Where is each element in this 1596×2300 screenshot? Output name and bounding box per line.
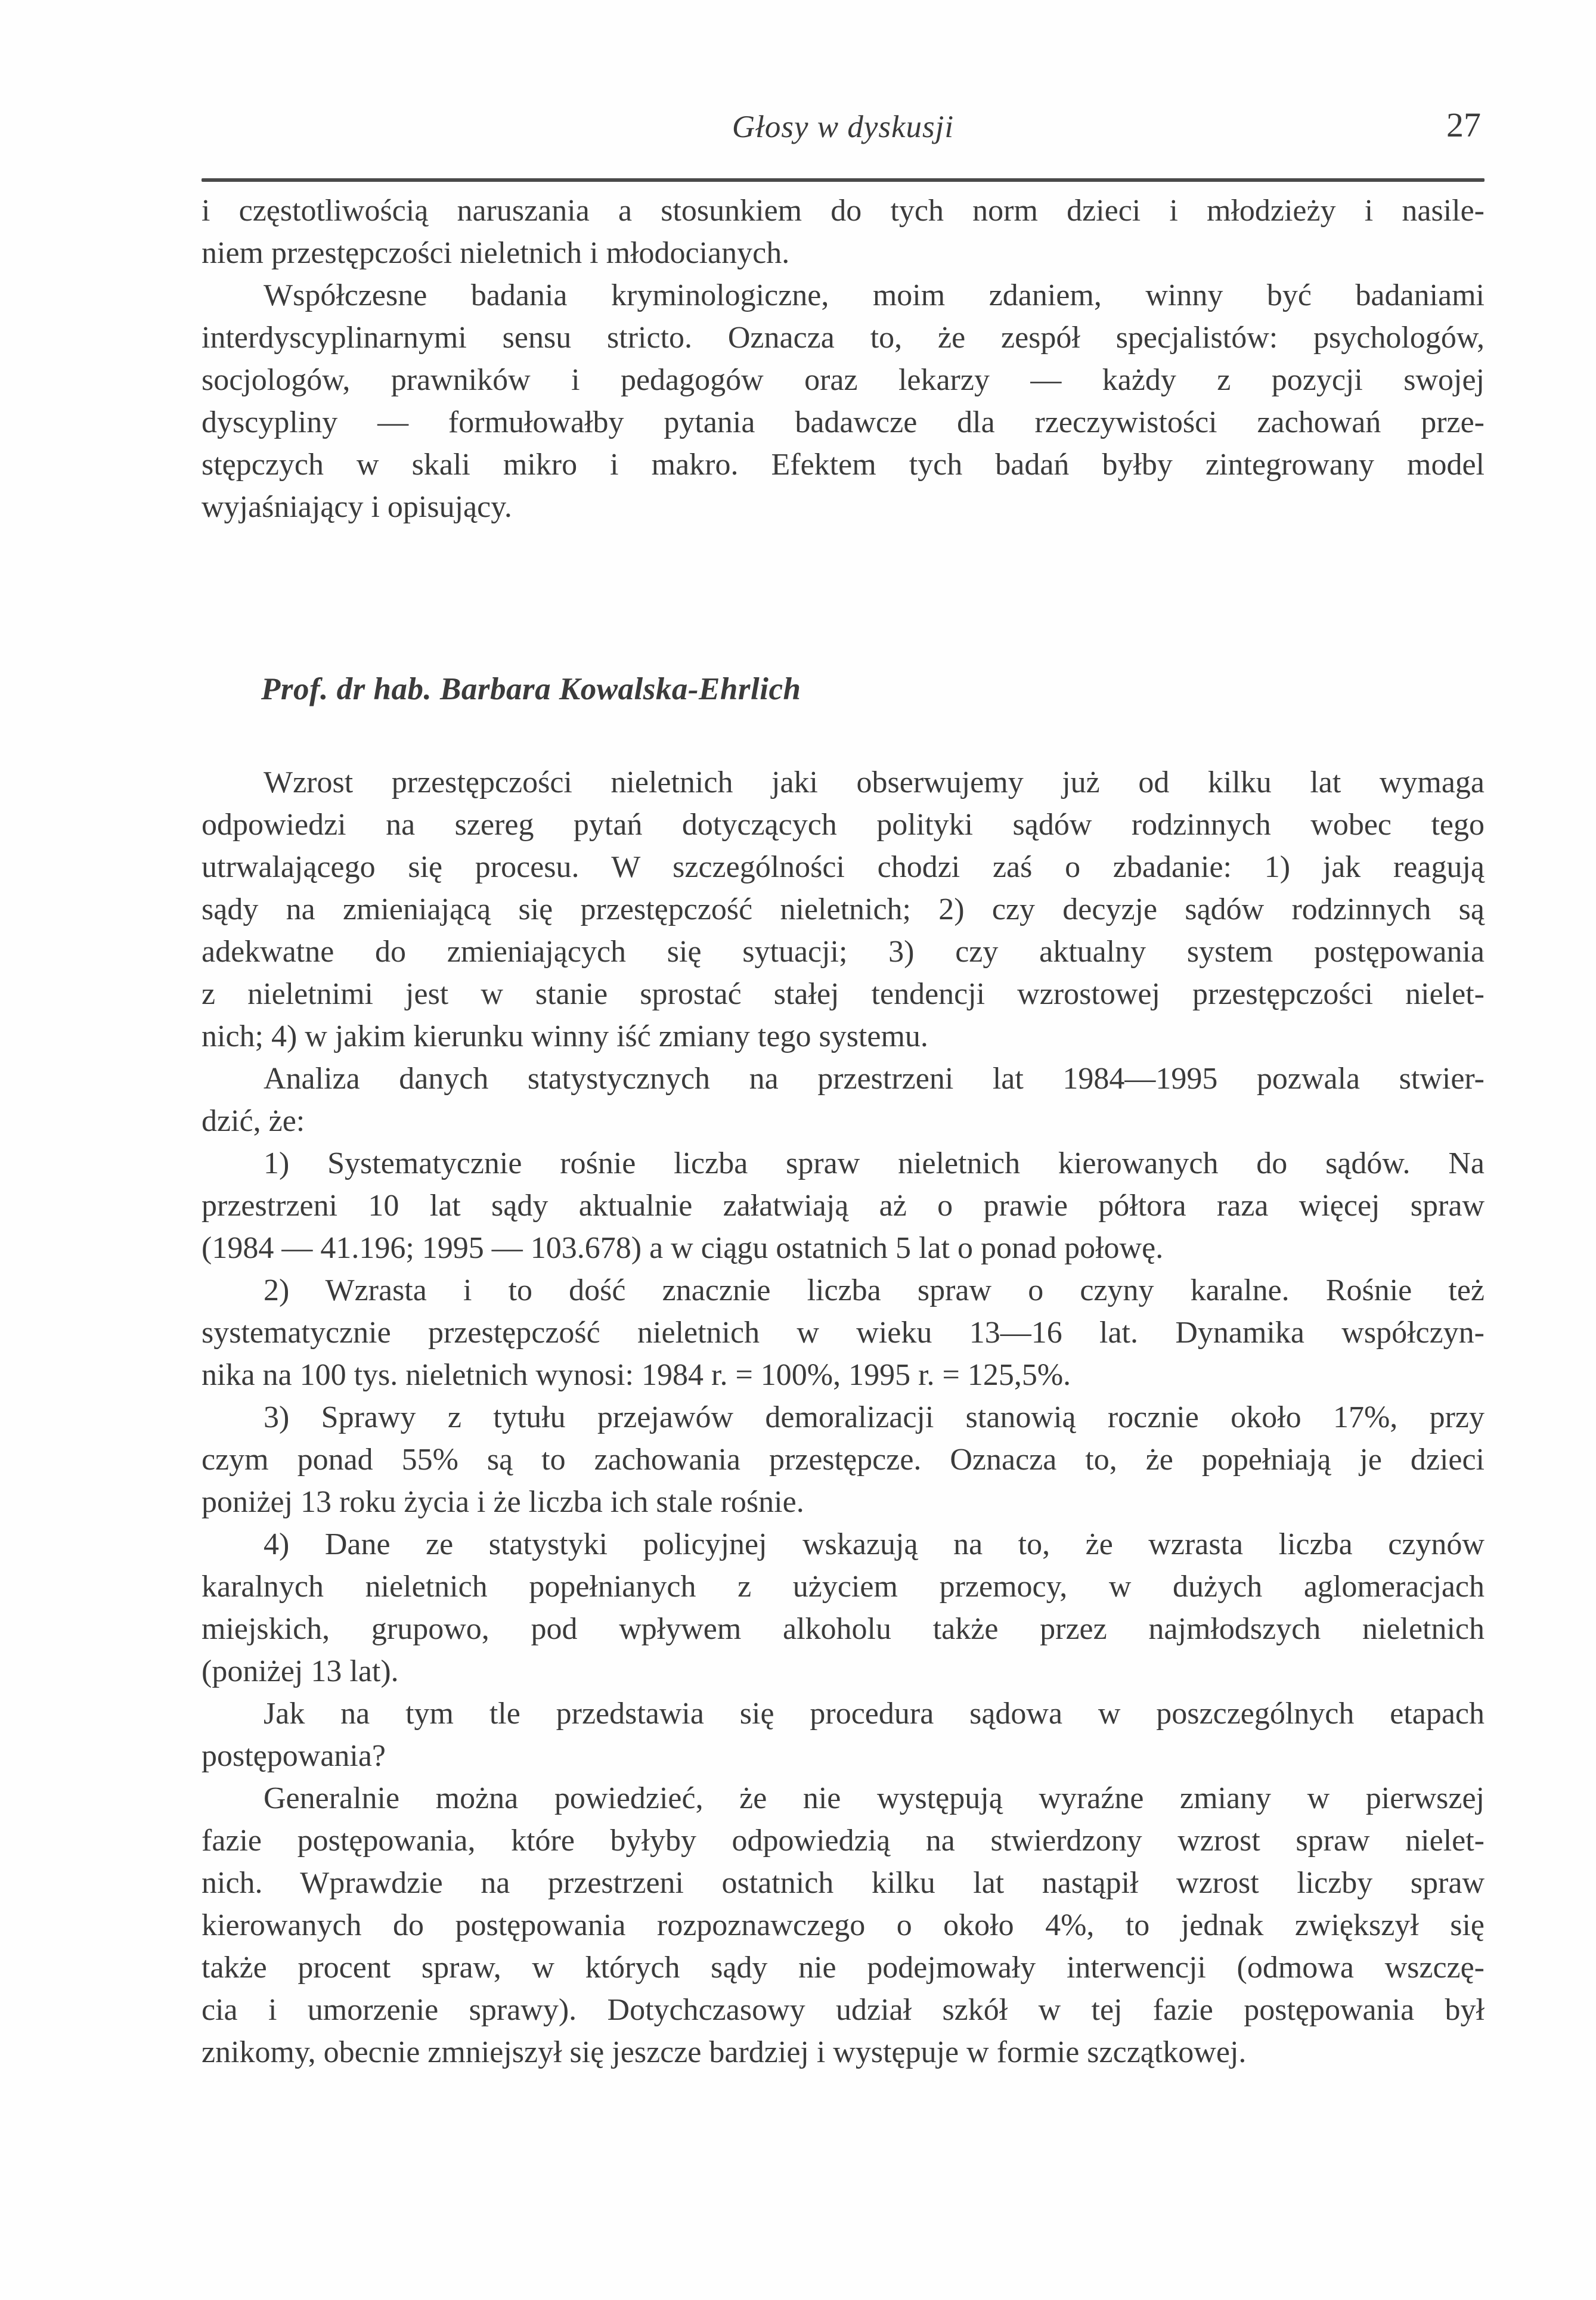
text-line: i częstotliwością naruszania a stosunkiem do tych norm dzieci i młodzieży i nasile-: [202, 194, 1485, 228]
text-line: miejskich, grupowo, pod wpływem alkoholu także przez najmłodszych nieletnich: [202, 1612, 1485, 1646]
paragraph: [202, 1142, 1485, 1269]
paragraph: [202, 274, 1485, 528]
text-line: Jak na tym tle przedstawia się procedura sądowa w poszczególnych etapach: [264, 1697, 1485, 1731]
text-line: (1984 — 41.196; 1995 — 103.678) a w ciągu ostatnich 5 lat o ponad połowę.: [202, 1231, 1164, 1265]
running-header-title: Głosy w dyskusji: [732, 110, 954, 144]
paragraph: [202, 1523, 1485, 1693]
text-line: nich; 4) w jakim kierunku winny iść zmiany tego systemu.: [202, 1019, 928, 1053]
text-line: znikomy, obecnie zmniejszył się jeszcze bardziej i występuje w formie szczątkowej.: [202, 2035, 1247, 2069]
speaker-heading: Prof. dr hab. Barbara Kowalska-Ehrlich: [261, 672, 801, 706]
text-line: nika na 100 tys. nieletnich wynosi: 1984 r. = 100%, 1995 r. = 125,5%.: [202, 1358, 1071, 1392]
text-line: 2) Wzrasta i to dość znacznie liczba spraw o czyny karalne. Rośnie też: [264, 1273, 1485, 1307]
text-line: utrwalającego się procesu. W szczególności chodzi zaś o zbadanie: 1) jak reagują: [202, 850, 1485, 884]
text-line: poniżej 13 roku życia i że liczba ich stale rośnie.: [202, 1485, 804, 1519]
text-line: cia i umorzenie sprawy). Dotychczasowy udział szkół w tej fazie postępowania był: [202, 1993, 1485, 2027]
text-line: Generalnie można powiedzieć, że nie występują wyraźne zmiany w pierwszej: [264, 1781, 1485, 1815]
text-line: fazie postępowania, które byłyby odpowiedzią na stwierdzony wzrost spraw nielet-: [202, 1824, 1485, 1858]
text-line: systematycznie przestępczość nieletnich w wieku 13—16 lat. Dynamika współczyn-: [202, 1316, 1485, 1350]
text-line: z nieletnimi jest w stanie sprostać stałej tendencji wzrostowej przestępczości nielet-: [202, 977, 1485, 1011]
text-line: kierowanych do postępowania rozpoznawczego o około 4%, to jednak zwiększył się: [202, 1908, 1485, 1942]
text-line: interdyscyplinarnymi sensu stricto. Oznacza to, że zespół specjalistów: psychologów,: [202, 321, 1485, 355]
paragraph: [202, 761, 1485, 1058]
paragraph: [202, 1396, 1485, 1523]
text-line: Współczesne badania kryminologiczne, moim zdaniem, winny być badaniami: [264, 278, 1485, 312]
text-line: wyjaśniający i opisujący.: [202, 490, 512, 524]
paragraph: [202, 190, 1485, 274]
paragraph: [202, 1777, 1485, 2073]
text-line: 3) Sprawy z tytułu przejawów demoralizacji stanowią rocznie około 17%, przy: [264, 1400, 1485, 1434]
text-line: przestrzeni 10 lat sądy aktualnie załatwiają aż o prawie półtora raza więcej spraw: [202, 1189, 1485, 1223]
paragraph: [202, 1269, 1485, 1396]
text-line: niem przestępczości nieletnich i młodocianych.: [202, 236, 790, 270]
text-line: adekwatne do zmieniających się sytuacji; 3) czy aktualny system postępowania: [202, 935, 1485, 969]
text-line: sądy na zmieniającą się przestępczość nieletnich; 2) czy decyzje sądów rodzinnych są: [202, 892, 1485, 926]
page-body-text: [202, 190, 1485, 2073]
text-line: karalnych nieletnich popełnianych z użyciem przemocy, w dużych aglomeracjach: [202, 1570, 1485, 1604]
text-line: dzić, że:: [202, 1104, 305, 1138]
text-line: czym ponad 55% są to zachowania przestępcze. Oznacza to, że popełniają je dzieci: [202, 1443, 1485, 1477]
text-line: (poniżej 13 lat).: [202, 1654, 399, 1688]
header-rule: [202, 178, 1485, 182]
text-line: Analiza danych statystycznych na przestrzeni lat 1984—1995 pozwala stwier-: [264, 1062, 1485, 1096]
text-line: odpowiedzi na szereg pytań dotyczących polityki sądów rodzinnych wobec tego: [202, 808, 1485, 842]
paragraph: [202, 1693, 1485, 1777]
text-line: stępczych w skali mikro i makro. Efektem tych badań byłby zintegrowany model: [202, 448, 1485, 482]
text-line: także procent spraw, w których sądy nie podejmowały interwencji (odmowa wszczę-: [202, 1951, 1485, 1985]
text-line: 1) Systematycznie rośnie liczba spraw nieletnich kierowanych do sądów. Na: [264, 1146, 1485, 1180]
text-line: 4) Dane ze statystyki policyjnej wskazują na to, że wzrasta liczba czynów: [264, 1527, 1485, 1561]
text-line: postępowania?: [202, 1739, 386, 1773]
text-line: nich. Wprawdzie na przestrzeni ostatnich kilku lat nastąpił wzrost liczby spraw: [202, 1866, 1485, 1900]
text-line: Wzrost przestępczości nieletnich jaki obserwujemy już od kilku lat wymaga: [264, 765, 1485, 799]
text-line: socjologów, prawników i pedagogów oraz lekarzy — każdy z pozycji swojej: [202, 363, 1485, 397]
page-number: 27: [1446, 106, 1481, 144]
running-head-row: [202, 106, 1485, 154]
text-line: dyscypliny — formułowałby pytania badawcze dla rzeczywistości zachowań prze-: [202, 405, 1485, 439]
paragraph: [202, 1058, 1485, 1142]
